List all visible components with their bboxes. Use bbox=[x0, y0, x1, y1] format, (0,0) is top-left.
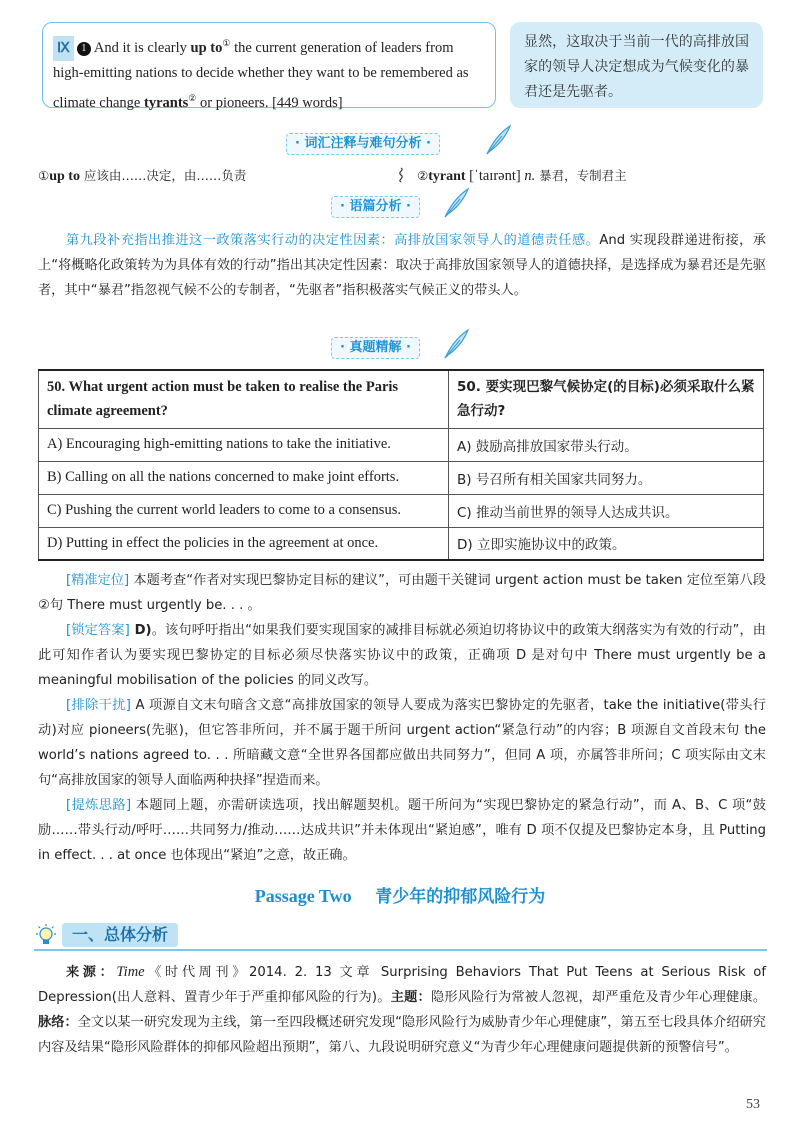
option-a-en: A) Encouraging high-emitting nations to take the initiative. bbox=[39, 428, 449, 461]
overview-heading: 一、总体分析 bbox=[62, 923, 178, 947]
option-c-en: C) Pushing the current world leaders to come to a consensus. bbox=[39, 494, 449, 527]
discourse-rest: And 实现段群递进衔接，承上“将概略化政策转为为具体有效的行动”指出其决定性因素：取决于高排放国家领导人的道德抉择，是选择成为暴君还是先驱者，其中“暴君”指忽视气候不公的专制者，“先驱者”指积极落实气候正义的带头人。 bbox=[38, 233, 766, 298]
footnote-marker-1: ① bbox=[222, 38, 231, 48]
tag-answer: [锁定答案] bbox=[66, 623, 130, 638]
passage-text-3: or pioneers. [449 words] bbox=[196, 94, 343, 111]
option-b-zh: B) 号召所有相关国家共同努力。 bbox=[449, 461, 764, 494]
option-b-en: B) Calling on all the nations concerned to make joint efforts. bbox=[39, 461, 449, 494]
option-d-en: D) Putting in effect the policies in the agreement at once. bbox=[39, 527, 449, 560]
spiral-divider-icon bbox=[396, 167, 406, 183]
option-a-zh: A) 鼓励高排放国家带头行动。 bbox=[449, 428, 764, 461]
vocab-item-2: ②tyrant [ˈtaɪrənt] n. 暴君，专制君主 bbox=[417, 168, 627, 184]
section-header-exam: · 真题精解 · bbox=[331, 337, 420, 359]
discourse-highlight: 第九段补充指出推进这一政策落实行动的决定性因素：高排放国家领导人的道德责任感。 bbox=[66, 233, 600, 248]
option-c-zh: C) 推动当前世界的领导人达成共识。 bbox=[449, 494, 764, 527]
keyword-tyrants: tyrants bbox=[143, 94, 189, 111]
source-label: 来源： bbox=[66, 965, 117, 980]
option-row-b bbox=[39, 461, 764, 494]
analysis-eliminate: [排除干扰] A 项源自文末句暗含文意“高排放国家的领导人要成为落实巴黎协定的先驱者，take the initiative(带头行动)对应 pioneers(先驱)，但它答非所问，并不属于题干所问 urgent action“紧急行动”的内容；B 项源自文首段末句 the world’s nations agreed to. . . 所暗藏文意“全世界各国都应做出共同努力”，但同 A 项，亦属答非所问；C 项实际由文末句“高排放国家的领导人面临两种抉择”捏造而来。 bbox=[38, 698, 766, 788]
passage-two-cn-title: 青少年的抑郁风险行为 bbox=[375, 887, 546, 907]
question-row bbox=[39, 370, 764, 428]
source-magazine: Time bbox=[116, 964, 145, 980]
option-row-d bbox=[39, 527, 764, 560]
analysis-thinking: [提炼思路] 本题同上题，亦需研读选项，找出解题契机。题干所问为“实现巴黎协定的紧急行动”，而 A、B、C 项“鼓励……带头行动/呼吁……共同努力/推动……达成共识”并未体现出“紧迫感”，唯有 D 项不仅提及巴黎协定本身，且 Putting in effect. . . at once 也体现出“紧迫”之意，故正确。 bbox=[38, 798, 766, 863]
lightbulb-icon bbox=[34, 923, 58, 949]
passage-text-2: the current generation of leaders from high-emitting nations to decide whether they want to be remembered as climate change bbox=[53, 39, 469, 111]
tag-eliminate: [排除干扰] bbox=[66, 698, 131, 713]
section-header-vocab: · 词汇注释与难句分析 · bbox=[286, 133, 440, 155]
passage-paragraph-box bbox=[42, 22, 496, 111]
section-header-discourse: · 语篇分析 · bbox=[331, 196, 420, 218]
sentence-number: 1 bbox=[77, 42, 91, 56]
vocab-item-1: ①up to 应该由……决定，由……负责 bbox=[38, 168, 247, 184]
question-table bbox=[38, 369, 764, 561]
tag-thinking: [提炼思路] bbox=[66, 798, 132, 813]
translation-box: 显然，这取决于当前一代的高排放国家的领导人决定想成为气候变化的暴君还是先驱者。 bbox=[510, 22, 763, 108]
question-en: 50. What urgent action must be taken to realise the Paris climate agreement? bbox=[39, 370, 449, 428]
option-d-zh: D) 立即实施协议中的政策。 bbox=[449, 527, 764, 560]
passage-two-label: Passage Two bbox=[254, 886, 352, 906]
quill-icon bbox=[442, 328, 470, 360]
overview-paragraph: 来源：Time《时代周刊》2014. 2. 13 文章 Surprising Behaviors That Put Teens at Serious Risk of Depression(出人意料、置青少年于严重抑郁风险的行为)。主题：隐形风险行为常被人忽视，却严重危及青少年心理健康。脉络：全文以某一研究发现为主线，第一至四段概述研究发现“隐形风险行为威胁青少年心理健康”，第五至七段具体介绍研究内容及结果“隐形风险群体的抑郁风险超出预期”，第八、九段说明研究意义“为青少年心理健康问题提供新的预警信号”。 bbox=[38, 964, 767, 1055]
keyword-up-to: up to bbox=[190, 39, 223, 56]
context-label: 脉络： bbox=[38, 1015, 78, 1030]
option-row-c bbox=[39, 494, 764, 527]
option-row-a bbox=[39, 428, 764, 461]
passage-text-1: And it is clearly bbox=[93, 39, 191, 56]
analysis-answer: [锁定答案] D)。该句呼吁指出“如果我们要实现国家的减排目标就必须迫切将协议中的政策大纲落实为有效的行动”，由此可知作者认为要实现巴黎协定的目标必须尽快落实协议中的政策，正确项 D 是对句中 There must urgently be a meaningful mobilisation of the policies 的同义改写。 bbox=[38, 623, 766, 688]
paragraph-number: Ⅸ bbox=[53, 36, 74, 61]
overview-heading-bar bbox=[34, 923, 767, 951]
passage-two-title bbox=[0, 882, 800, 907]
quill-icon bbox=[484, 124, 512, 156]
page-number: 53 bbox=[746, 1097, 760, 1112]
footnote-marker-2: ② bbox=[188, 92, 197, 103]
analysis-locate: [精准定位] 本题考查“作者对实现巴黎协定目标的建议”，可由题干关键词 urgent action must be taken 定位至第八段②句 There must urgently be. . . 。 bbox=[38, 573, 766, 613]
discourse-paragraph bbox=[38, 228, 766, 303]
answer-letter: D) bbox=[129, 623, 152, 638]
question-zh: 50. 要实现巴黎气候协定(的目标)必须采取什么紧急行动? bbox=[449, 370, 764, 428]
theme-label: 主题： bbox=[390, 990, 431, 1005]
tag-locate: [精准定位] bbox=[66, 573, 130, 588]
quill-icon bbox=[442, 187, 470, 219]
